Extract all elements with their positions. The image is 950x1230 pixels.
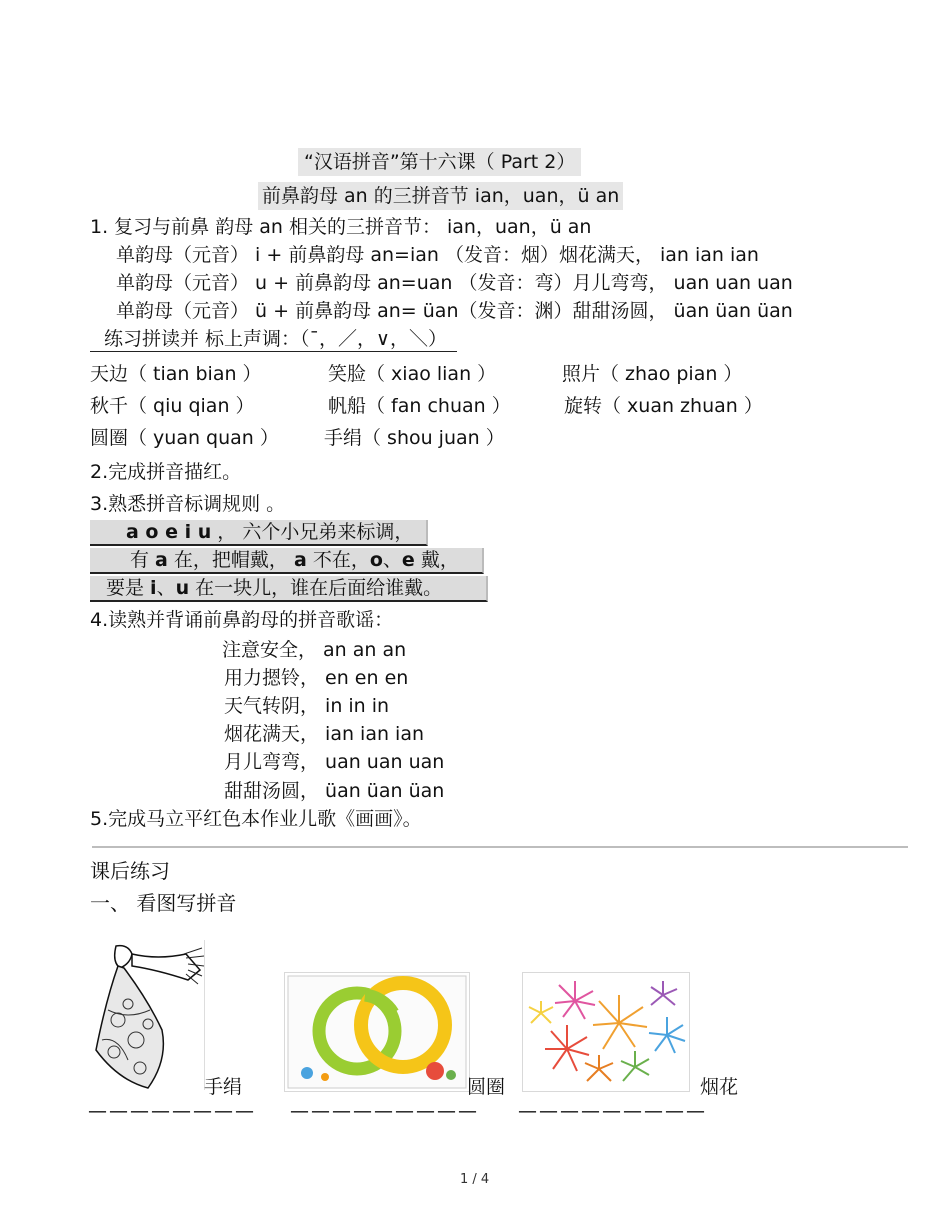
tone-rule-line-3 (90, 576, 488, 602)
practice-heading: 练习拼读并 标上声调：（ˉ，／，∨，＼） (90, 327, 457, 352)
rule-text: 戴， (414, 549, 459, 571)
rule-text: 、 (382, 549, 402, 571)
word-item: 笑脸（ xiao lian ） (328, 363, 497, 385)
picture-label: 烟花 (700, 1076, 739, 1098)
after-class-title: 课后练习 (90, 859, 170, 883)
fireworks-icon (523, 973, 689, 1091)
word-item: 照片（ zhao pian ） (562, 363, 743, 385)
rule-text: 在，把帽戴， (167, 549, 294, 571)
rings-icon (285, 973, 469, 1091)
handkerchief-image (88, 940, 205, 1090)
tone-rule-line-1 (90, 520, 428, 546)
song-line: 烟花满天， ian ian ian (224, 723, 425, 745)
song-line: 天气转阴， in in in (224, 695, 390, 717)
rule-letter: e (401, 549, 415, 571)
word-item: 旋转（ xuan zhuan ） (564, 395, 763, 417)
answer-line: ————————— (518, 1100, 707, 1122)
rule-line-uan: 单韵母（元音） u + 前鼻韵母 an=uan （发音：弯）月儿弯弯， uan uan uan (116, 272, 793, 294)
word-item: 圆圈（ yuan quan ） (90, 427, 279, 449)
answer-line: ———————— (88, 1100, 256, 1122)
rule-text: 、 (156, 577, 176, 599)
rings-image (284, 972, 470, 1092)
word-item: 帆船（ fan chuan ） (328, 395, 511, 417)
rule-letter: a (155, 549, 168, 571)
song-line: 月儿弯弯， uan uan uan (224, 751, 445, 773)
page-subtitle: 前鼻韵母 an 的三拼音节 ian，uan，ü an (258, 182, 623, 210)
rule-text: ， 六个小兄弟来标调， (211, 521, 414, 543)
fireworks-image (522, 972, 690, 1092)
exercise-1-heading: 一、 看图写拼音 (90, 891, 237, 915)
rule-letter: o (369, 549, 383, 571)
word-item: 手绢（ shou juan ） (324, 427, 505, 449)
rule-letter: u (175, 577, 190, 599)
song-line: 甜甜汤圆， üan üan üan (224, 780, 445, 802)
divider (92, 846, 908, 848)
rule-letter: i (150, 577, 157, 599)
rule-line-van: 单韵母（元音） ü + 前鼻韵母 an= üan（发音：渊）甜甜汤圆， üan üan üan (116, 300, 793, 322)
section-5: 5.完成马立平红色本作业儿歌《画画》。 (90, 808, 422, 830)
page-title: “汉语拼音”第十六课（ Part 2） (298, 148, 581, 176)
picture-label: 手绢 (204, 1076, 243, 1098)
tone-rule-line-2 (90, 548, 484, 574)
song-line: 注意安全， an an an (222, 639, 407, 661)
page-number: 1 / 4 (460, 1172, 490, 1187)
section-3: 3.熟悉拼音标调规则 。 (90, 493, 286, 515)
song-line: 用力摁铃， en en en (224, 667, 409, 689)
rule-text: 要是 (106, 577, 151, 599)
rule-line-ian: 单韵母（元音） i + 前鼻韵母 an=ian （发音：烟）烟花满天， ian ian ian (116, 244, 759, 266)
section-2: 2.完成拼音描红。 (90, 461, 242, 483)
handkerchief-icon (88, 940, 204, 1090)
section-4: 4.读熟并背诵前鼻韵母的拼音歌谣： (90, 609, 394, 631)
rule-text: 在一块儿，谁在后面给谁戴。 (189, 577, 443, 599)
section-1-heading: 1. 复习与前鼻 韵母 an 相关的三拼音节： ian，uan，ü an (90, 216, 592, 238)
word-item: 天边（ tian bian ） (90, 363, 262, 385)
rule-text: 不在， (306, 549, 370, 571)
rule-text: 有 (130, 549, 156, 571)
rule-letter: a (293, 549, 307, 571)
answer-line: ————————— (290, 1100, 479, 1122)
vowels: a o e i u (126, 521, 212, 543)
word-item: 秋千（ qiu qian ） (90, 395, 255, 417)
picture-label: 圆圈 (467, 1076, 506, 1098)
